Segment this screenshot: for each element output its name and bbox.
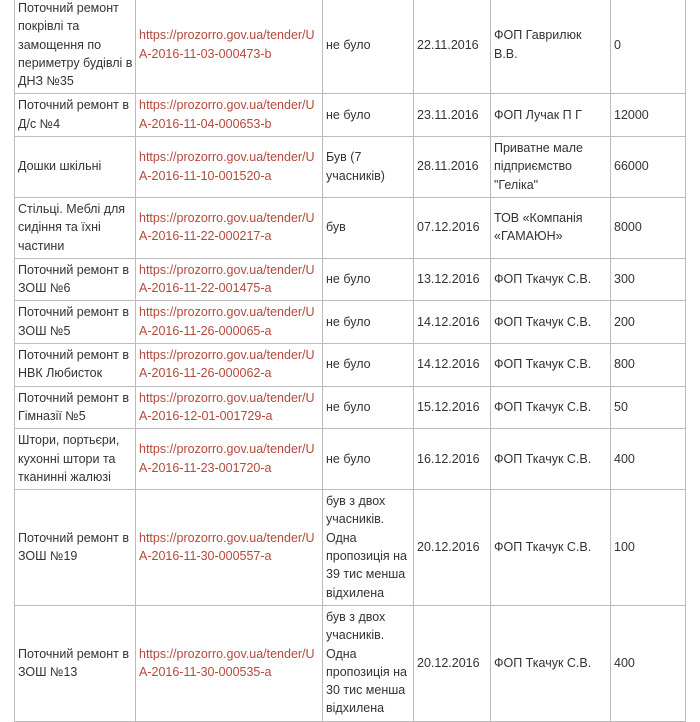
tender-link-cell bbox=[136, 301, 323, 344]
table-row bbox=[15, 605, 686, 721]
tender-participants: не було bbox=[323, 344, 414, 387]
tender-sum: 12000 bbox=[611, 94, 686, 137]
tender-sum: 400 bbox=[611, 605, 686, 721]
table-row bbox=[15, 386, 686, 429]
tender-sum: 100 bbox=[611, 490, 686, 606]
tender-date: 14.12.2016 bbox=[414, 344, 491, 387]
tender-winner: ФОП Лучак П Г bbox=[491, 94, 611, 137]
table-row bbox=[15, 0, 686, 94]
tender-winner: ФОП Ткачук С.В. bbox=[491, 258, 611, 301]
tender-date: 20.12.2016 bbox=[414, 490, 491, 606]
tender-link-cell bbox=[136, 344, 323, 387]
tender-winner: ФОП Ткачук С.В. bbox=[491, 386, 611, 429]
tender-participants: не було bbox=[323, 301, 414, 344]
tender-link[interactable]: https://prozorro.gov.ua/tender/UA-2016-11-30-000557-a bbox=[139, 530, 315, 564]
table-row bbox=[15, 429, 686, 490]
tender-winner: ФОП Гаврилюк В.В. bbox=[491, 0, 611, 94]
tender-sum: 0 bbox=[611, 0, 686, 94]
tender-participants: не було bbox=[323, 386, 414, 429]
tender-participants: не було bbox=[323, 429, 414, 490]
tender-date: 13.12.2016 bbox=[414, 258, 491, 301]
tender-link[interactable]: https://prozorro.gov.ua/tender/UA-2016-11-26-000062-a bbox=[139, 348, 315, 381]
tender-date: 15.12.2016 bbox=[414, 386, 491, 429]
tender-sum: 66000 bbox=[611, 137, 686, 198]
tender-name: Дошки шкільні bbox=[15, 137, 136, 198]
tender-link[interactable]: https://prozorro.gov.ua/tender/UA-2016-11-23-001720-a bbox=[139, 442, 315, 475]
tender-link-cell bbox=[136, 258, 323, 301]
tender-name: Поточний ремонт в ЗОШ №19 bbox=[15, 490, 136, 606]
tender-winner: ФОП Ткачук С.В. bbox=[491, 490, 611, 606]
tender-participants: був bbox=[323, 197, 414, 258]
tender-link-cell bbox=[136, 386, 323, 429]
tender-link-cell bbox=[136, 429, 323, 490]
table-row bbox=[15, 137, 686, 198]
tender-date: 20.12.2016 bbox=[414, 605, 491, 721]
tender-link-cell bbox=[136, 490, 323, 606]
tender-link[interactable]: https://prozorro.gov.ua/tender/UA-2016-11-10-001520-a bbox=[139, 150, 315, 183]
tender-date: 23.11.2016 bbox=[414, 94, 491, 137]
table-row bbox=[15, 258, 686, 301]
tender-link[interactable]: https://prozorro.gov.ua/tender/UA-2016-11-04-000653-b bbox=[139, 98, 315, 131]
tender-link-cell bbox=[136, 605, 323, 721]
tender-link[interactable]: https://prozorro.gov.ua/tender/UA-2016-11-22-001475-a bbox=[139, 262, 315, 296]
tender-link[interactable]: https://prozorro.gov.ua/tender/UA-2016-11-22-000217-a bbox=[139, 211, 315, 244]
tender-sum: 800 bbox=[611, 344, 686, 387]
tender-participants: не було bbox=[323, 258, 414, 301]
tender-participants: Був (7 учасників) bbox=[323, 137, 414, 198]
tender-name: Поточний ремонт в НВК Любисток bbox=[15, 344, 136, 387]
tender-name: Поточний ремонт покрівлі та замощення по периметру будівлі в ДНЗ №35 bbox=[15, 0, 136, 94]
tender-name: Поточний ремонт в ЗОШ №6 bbox=[15, 258, 136, 301]
tender-winner: ФОП Ткачук С.В. bbox=[491, 605, 611, 721]
tender-name: Поточний ремонт в Гімназії №5 bbox=[15, 386, 136, 429]
table-row bbox=[15, 197, 686, 258]
table-row bbox=[15, 344, 686, 387]
tender-sum: 300 bbox=[611, 258, 686, 301]
tender-link[interactable]: https://prozorro.gov.ua/tender/UA-2016-11-30-000535-a bbox=[139, 646, 315, 679]
tender-sum: 50 bbox=[611, 386, 686, 429]
tender-participants: не було bbox=[323, 94, 414, 137]
tender-date: 07.12.2016 bbox=[414, 197, 491, 258]
tender-winner: Приватне мале підприємство "Геліка" bbox=[491, 137, 611, 198]
tender-winner: ФОП Ткачук С.В. bbox=[491, 301, 611, 344]
tender-name: Стільці. Меблі для сидіння та їхні частини bbox=[15, 197, 136, 258]
table-row bbox=[15, 490, 686, 606]
tender-link[interactable]: https://prozorro.gov.ua/tender/UA-2016-11-26-000065-a bbox=[139, 305, 315, 338]
tender-link-cell bbox=[136, 137, 323, 198]
tender-date: 14.12.2016 bbox=[414, 301, 491, 344]
tenders-table bbox=[14, 0, 686, 722]
tender-winner: ФОП Ткачук С.В. bbox=[491, 344, 611, 387]
tender-name: Поточний ремонт в ЗОШ №5 bbox=[15, 301, 136, 344]
tender-name: Поточний ремонт в Д/с №4 bbox=[15, 94, 136, 137]
tender-link-cell bbox=[136, 94, 323, 137]
tenders-table-body bbox=[15, 0, 686, 721]
tender-participants: не було bbox=[323, 0, 414, 94]
tender-name: Штори, портьєри, кухонні штори та тканинні жалюзі bbox=[15, 429, 136, 490]
tender-date: 16.12.2016 bbox=[414, 429, 491, 490]
tender-winner: ТОВ «Компанія «ГАМАЮН» bbox=[491, 197, 611, 258]
tender-link[interactable]: https://prozorro.gov.ua/tender/UA-2016-11-03-000473-b bbox=[139, 28, 315, 61]
tender-participants: був з двох учасників. Одна пропозиція на 30 тис менша відхилена bbox=[323, 605, 414, 721]
table-row bbox=[15, 94, 686, 137]
tender-link-cell bbox=[136, 197, 323, 258]
tender-link[interactable]: https://prozorro.gov.ua/tender/UA-2016-12-01-001729-a bbox=[139, 390, 315, 423]
tender-sum: 200 bbox=[611, 301, 686, 344]
tender-link-cell bbox=[136, 0, 323, 94]
tender-date: 28.11.2016 bbox=[414, 137, 491, 198]
tender-name: Поточний ремонт в ЗОШ №13 bbox=[15, 605, 136, 721]
tender-sum: 8000 bbox=[611, 197, 686, 258]
tender-participants: був з двох учасників. Одна пропозиція на 39 тис менша відхилена bbox=[323, 490, 414, 606]
tender-sum: 400 bbox=[611, 429, 686, 490]
table-row bbox=[15, 301, 686, 344]
tender-winner: ФОП Ткачук С.В. bbox=[491, 429, 611, 490]
tender-date: 22.11.2016 bbox=[414, 0, 491, 94]
